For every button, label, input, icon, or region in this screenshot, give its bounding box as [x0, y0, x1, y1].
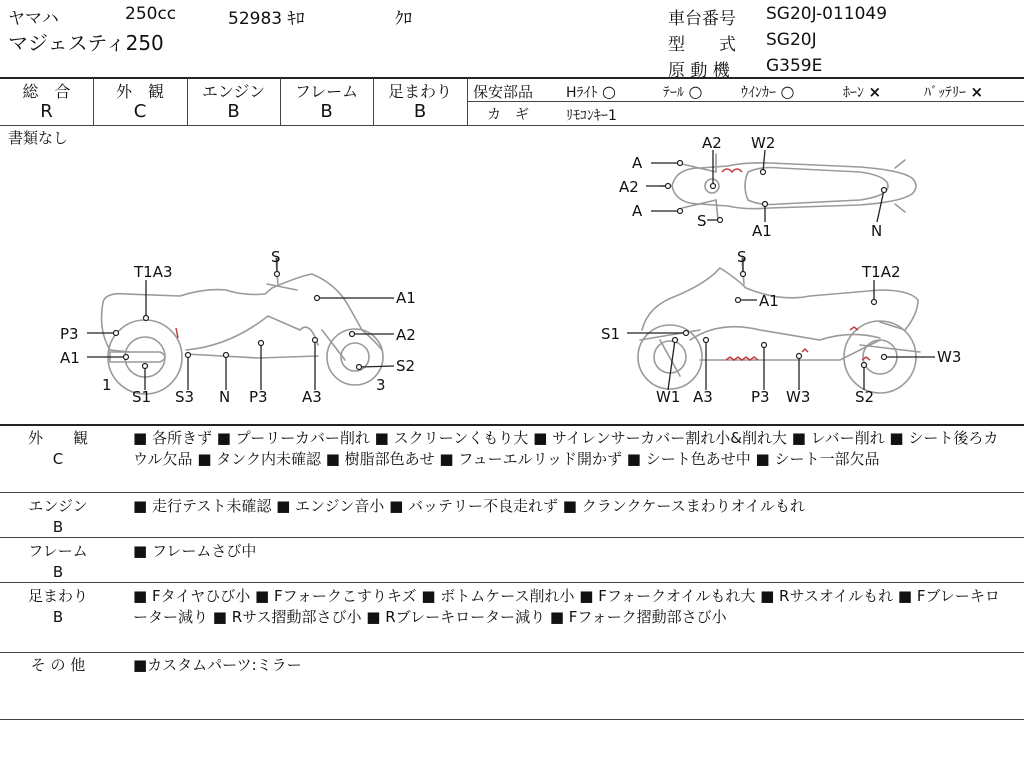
- diagram-label: S: [271, 248, 281, 266]
- section-label-suspension: 足まわり B: [27, 587, 88, 626]
- diagram-label: S1: [132, 388, 152, 406]
- diagram-label: S: [697, 212, 707, 230]
- engine-model: G359E: [766, 56, 823, 76]
- frame-number: SG20J-011049: [766, 4, 888, 24]
- diagram-label: T1A2: [862, 263, 901, 281]
- diagram-label: A2: [702, 134, 722, 152]
- diagram-label: A1: [60, 349, 80, 367]
- safety-item-taillight: ﾃｰﾙ ○: [663, 82, 703, 101]
- section-text-suspension: ■ Fタイヤひび小 ■ Fフォークこすりキズ ■ ボトムケース削れ小 ■ Fフォークオイルもれ大 ■ Rサスオイルもれ ■ Fブレーキローター減り ■ Rサス摺動部さび小 ■ Rブレーキローター減り ■ Fフォーク摺動部さび小: [133, 587, 1000, 626]
- diagram-label: S3: [175, 388, 195, 406]
- code-labels: [60, 134, 961, 406]
- diagram-label: A2: [396, 326, 416, 344]
- engine-grade: B: [227, 101, 240, 122]
- diagram-label: 1: [102, 376, 112, 394]
- diagram-label: W1: [656, 388, 681, 406]
- divider: [0, 719, 1024, 720]
- diagram-label: P3: [249, 388, 268, 406]
- diagram-label: W3: [786, 388, 811, 406]
- diagram-label: A1: [396, 289, 416, 307]
- displacement: 250cc: [125, 4, 177, 24]
- engine-grade-label: エンジン: [201, 82, 266, 101]
- overall-grade: R: [40, 101, 53, 122]
- leader-lines: [87, 150, 935, 390]
- exterior-grade-label: 外 観: [115, 82, 164, 101]
- section-text-engine: ■ 走行テスト未確認 ■ エンジン音小 ■ バッテリー不良走れず ■ クランクケースまわりオイルもれ: [133, 497, 805, 515]
- diagram-label: S: [737, 248, 747, 266]
- frame-grade: B: [320, 101, 333, 122]
- color: ｸﾛ: [395, 9, 412, 29]
- diagram-label: 3: [376, 376, 386, 394]
- diagram-label: S1: [601, 325, 621, 343]
- divider: [0, 492, 1024, 493]
- section-text-frame: ■ フレームさび中: [133, 542, 257, 560]
- safety-parts-label: 保安部品: [473, 83, 534, 101]
- overall-grade-label: 総 合: [22, 82, 71, 101]
- diagram-label: A1: [752, 222, 772, 240]
- diagram-label: A3: [302, 388, 322, 406]
- documents-note: 書類なし: [8, 129, 69, 147]
- diagram-label: T1A3: [134, 263, 173, 281]
- section-label-exterior: 外 観 C: [27, 429, 88, 468]
- section-label-frame: フレーム B: [28, 542, 88, 581]
- model-name: マジェスティ250: [8, 31, 164, 55]
- suspension-grade-label: 足まわり: [387, 82, 452, 101]
- section-text-other: ■カスタムパーツ:ミラー: [133, 656, 302, 674]
- frame-number-label: 車台番号: [668, 9, 736, 29]
- leader-dots: [114, 161, 887, 370]
- suspension-grade: B: [413, 101, 427, 122]
- divider: [0, 582, 1024, 583]
- diagram-label: N: [871, 222, 883, 240]
- diagram-label: A: [632, 154, 643, 172]
- safety-item-winker: ｳｲﾝｶｰ ○: [741, 82, 795, 101]
- section-label-other: そ の 他: [30, 656, 86, 674]
- diagram-label: A2: [619, 178, 639, 196]
- engine-model-label: 原 動 機: [668, 61, 730, 81]
- exterior-grade: C: [133, 101, 147, 122]
- diagram-label: S2: [396, 357, 416, 375]
- scooter-top-view: [660, 154, 916, 220]
- divider: [0, 652, 1024, 653]
- model-type-label: 型 式: [668, 35, 736, 55]
- key-value: ﾘﾓｺﾝｷｰ1: [566, 108, 617, 124]
- mileage: 52983 ｷﾛ: [228, 9, 305, 29]
- diagram-label: W2: [751, 134, 776, 152]
- maker-name: ヤマハ: [8, 9, 59, 29]
- diagram-label: W3: [937, 348, 962, 366]
- diagram-label: A: [632, 202, 643, 220]
- section-label-engine: エンジン B: [28, 497, 88, 536]
- section-text-exterior: ■ 各所きず ■ プーリーカバー削れ ■ スクリーンくもり大 ■ サイレンサーカバー割れ小&削れ大 ■ レバー削れ ■ シート後ろカウル欠品 ■ タンク内未確認 ■ 樹脂部色あせ ■ フューエルリッド開かず ■ シート色あせ中 ■ シート一部欠品: [133, 429, 999, 468]
- diagram-label: S2: [855, 388, 875, 406]
- safety-item-horn: ﾎｰﾝ ×: [843, 83, 882, 101]
- divider: [0, 537, 1024, 538]
- diagram-label: A1: [759, 292, 779, 310]
- safety-item-battery: ﾊﾞｯﾃﾘｰ ×: [924, 83, 984, 101]
- frame-grade-label: フレーム: [294, 82, 359, 101]
- diagram-label: N: [219, 388, 231, 406]
- diagram-label: P3: [751, 388, 770, 406]
- model-type: SG20J: [766, 30, 817, 50]
- diagram-label: P3: [60, 325, 79, 343]
- diagram-label: A3: [693, 388, 713, 406]
- divider: [0, 424, 1024, 426]
- key-label: カ ギ: [487, 107, 529, 123]
- safety-item-headlight: Hﾗｲﾄ ○: [566, 82, 616, 101]
